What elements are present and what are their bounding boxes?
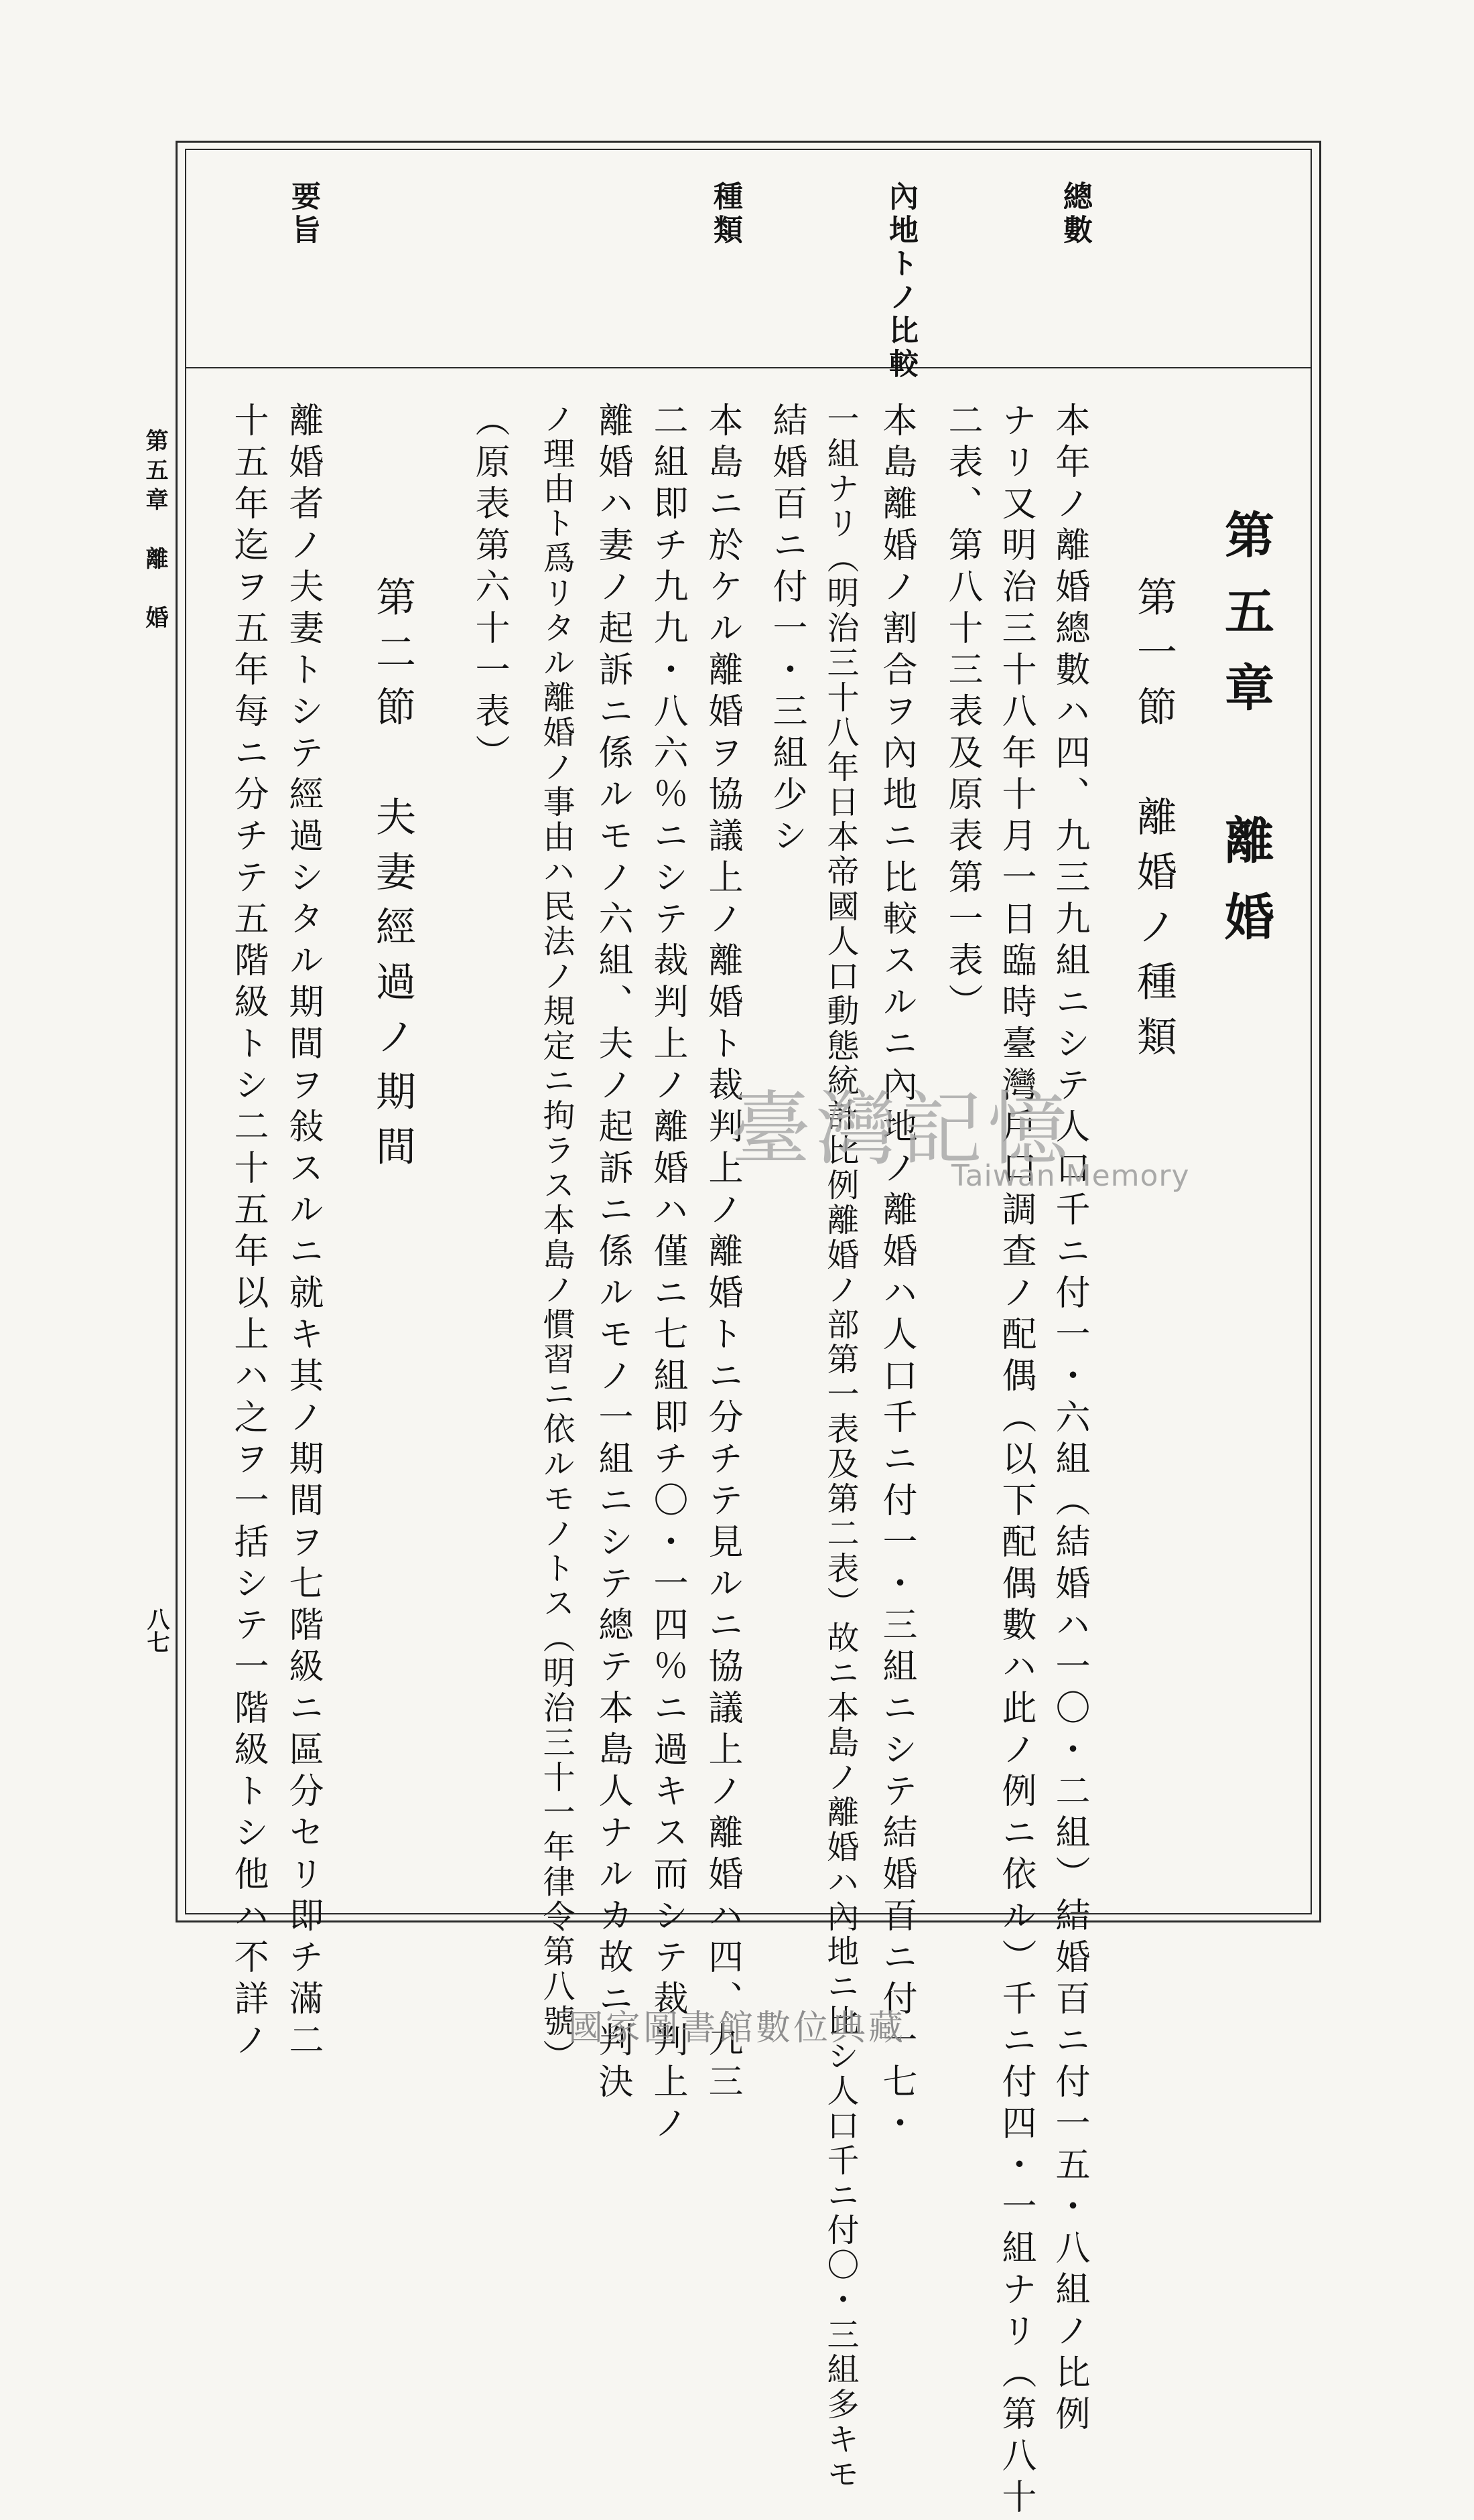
section-title-2: 第二節 夫妻經過ノ期間 (369, 576, 416, 1180)
library-footer: 國家圖書館數位典藏 (567, 2008, 906, 2048)
taiwan-memory-watermark (730, 1065, 1199, 1212)
margin-heading-totals: 總數 (1058, 181, 1092, 248)
body-line-9: 離婚ハ妻ノ起訴ニ係ルモノ六組、夫ノ起訴ニ係ルモノ一組ニシテ總テ本島人ナルカ故ニ判決 (592, 402, 632, 2105)
header-divider (185, 367, 1312, 368)
body-line-5: 一組ナリ（明治三十八年日本帝國人口動態統計比例離婚ノ部第一表及第二表）故ニ本島ノ離婚ハ內地ニ比シ人口千ニ付〇・三組多キモ (821, 402, 859, 2492)
body-line-6: 結婚百ニ付一・三組少シ (766, 402, 807, 859)
body-line-7: 本島ニ於ケル離婚ヲ協議上ノ離婚ト裁判上ノ離婚トニ分チテ見ルニ協議上ノ離婚ハ四、九三 (702, 402, 742, 2105)
margin-heading-comparison: 內地トノ比較 (884, 181, 918, 382)
watermark-chinese: 臺灣記憶 (730, 1083, 1073, 1176)
body-line-12: 離婚者ノ夫妻トシテ經過シタル期間ヲ敍スルニ就キ其ノ期間ヲ七階級ニ區分セリ即チ滿二 (283, 402, 323, 2063)
body-line-13: 十五年迄ヲ五年每ニ分チテ五階級トシ二十五年以上ハ之ヲ一括シテ一階級トシ他ハ不詳ノ (228, 402, 268, 2063)
body-line-11: （原表第六十一表） (469, 402, 509, 776)
section-title-1: 第一節 離婚ノ種類 (1130, 576, 1177, 1070)
page-number: 八七 (143, 1608, 170, 1653)
body-line-8: 二組即チ九九・八六％ニシテ裁判上ノ離婚ハ僅ニ七組即チ〇・一四％ニ過キス而シテ裁判上ノ (647, 402, 687, 2146)
margin-heading-summary: 要旨 (286, 181, 320, 248)
body-line-4: 本島離婚ノ割合ヲ內地ニ比較スルニ內地ノ離婚ハ人口千ニ付一・三組ニシテ結婚百ニ付一七・ (876, 402, 917, 2146)
body-line-10: ノ理由ト爲リタル離婚ノ事由ハ民法ノ規定ニ拘ラス本島ノ慣習ニ依ルモノトス（明治三十一年律令第八號） (537, 402, 575, 2074)
chapter-title: 第五章 離婚 (1217, 509, 1274, 967)
running-head: 第五章 離 婚 (141, 429, 168, 635)
margin-heading-types: 種類 (708, 181, 742, 248)
body-line-1: 本年ノ離婚總數ハ四、九三九組ニシテ人口千ニ付一・六組（結婚ハ一〇・二組）結婚百ニ付一五・八組ノ比例 (1049, 402, 1089, 2437)
watermark-english: Taiwan Memory (951, 1159, 1190, 1193)
body-line-3: 二表、第八十三表及原表第一表） (942, 402, 982, 1025)
body-line-2: ナリ又明治三十八年十月一日臨時臺灣戶口調查ノ配偶（以下配偶數ハ此ノ例ニ依ル）千ニ付四・一組ナリ（第八十 (996, 402, 1036, 2520)
